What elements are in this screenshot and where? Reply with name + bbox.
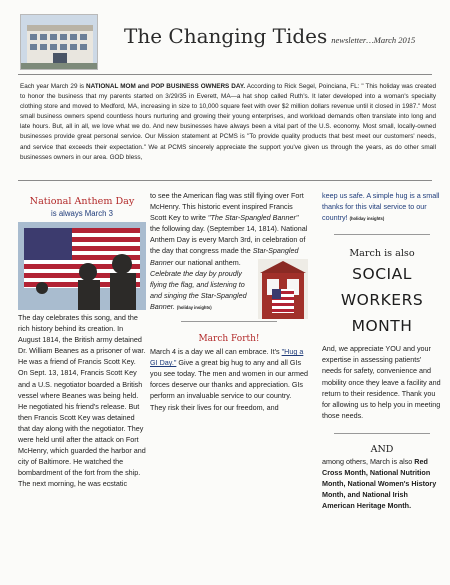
intro-bold: NATIONAL MOM and POP BUSINESS OWNERS DAY. xyxy=(86,83,246,90)
social-word: SOCIAL xyxy=(352,265,412,284)
hug-continued-text: keep us safe. A simple hug is a small thanks for this vital service to our country! (holiday insights) xyxy=(322,191,440,223)
anthem-column-2 xyxy=(150,190,308,585)
anthem-closing: Celebrate the day by proudly flying the flag, and listening to and singing the Star-Spangled Banner. xyxy=(150,268,247,311)
forth-text: March 4 is a day we all can embrace. It's "Hug a GI Day." Give a great big hug to any and all GIs you see today. The men and women in our armed forces deserve our thanks and appreciation. GIs perform an invaluable service to our country. They risk their lives for our freedom, and xyxy=(150,347,308,412)
intro-paragraph: Each year March 29 is NATIONAL MOM and POP BUSINESS OWNERS DAY. According to Rick Segel, Poinciana, FL: " This holiday was created to honor the business that my parents started on 3/29/35 in Everett, MA—a hat shop called Ruth's. It later developed into a woman's specialty clothing store and moved to Medford, MA, increasing in size to 10,000 square feet with over $2 million dollars revenue until it closed in 1987." Most small business owners spend countless hours nurturing and growing their young enterprises, and workload demands often translate into long and late hours. But, all in all, we love what we do. And new businesses have always been a vital part of the U.S. economy. Most small, locally-owned businesses provide great personal service. Our Mission statement at PCMS is "To provide quality products that best meet our customers' needs, and service that exceeds their expectation." We at PCMS sincerely appreciate the support you've given us through the years, as do other small businesses owners in our area. GOD bless, xyxy=(20,83,437,161)
header-divider xyxy=(18,74,432,75)
flag-icon xyxy=(18,222,146,310)
and-divider xyxy=(334,433,430,434)
anthem-text-col1: The day celebrates this song, and the rich history behind its creation. In August 1814, the British army detained Dr. William Beanes as a prisoner of war. He was a friend of Francis Scott Key. On Sept. 13, 1814, Francis Scott Key and a U.S. negotiator boarded a British vessel where Beanes was being held. He negotiated his friend's release. But then Francis Scott Key was detained that day along with the negotiator. They were held until after the attack on Fort McHenry, which guarded the harbor and city of Baltimore. He watched the bombardment of the fort from the ship. The next morning, he was ecstatic xyxy=(18,313,146,489)
social-workers-text: And, we appreciate YOU and your expertise in assessing patients' needs for safety, convenience and mobility once they leave a facility and return to their residence. Thank you for allowing us to help you in meeting those needs. xyxy=(322,344,441,420)
house-flag-icon xyxy=(258,259,308,319)
workers-word: WORKERS xyxy=(340,291,424,310)
march-also-heading: March is also xyxy=(349,248,415,260)
forth-divider xyxy=(181,321,277,322)
newsletter-subtitle: newsletter…March 2015 xyxy=(331,35,416,45)
house-flag-photo xyxy=(258,259,308,319)
and-heading: AND xyxy=(370,443,394,455)
building-photo xyxy=(20,14,98,70)
anthem-subheading: is always March 3 xyxy=(51,209,113,218)
hug-credit: (holiday insights) xyxy=(349,216,385,222)
song-title: "The Star-Spangled Banner" xyxy=(207,213,299,223)
anthem-text-col2: to see the American flag was still flying over Fort McHenry. This historic event inspired Francis Scott Key to write "The Star-Spangled Banner" the following day. (September 14, 1814). National Anthem Day is every March 3rd, in celebration of the day that congress made the Star-Spangled Banner our national anthem. Celebrate the day by proudly flying the flag, and listening to and singing the Star-Spangled Banner. (holiday insights) xyxy=(150,190,308,313)
anthem-credit: (holiday insights) xyxy=(176,304,212,310)
forth-heading: March Forth! xyxy=(198,334,260,345)
month-word: MONTH xyxy=(351,317,413,336)
flag-family-photo xyxy=(18,222,146,310)
masthead xyxy=(124,24,446,54)
hug-a-gi-link[interactable]: "Hug a GI Day." xyxy=(150,347,304,368)
building-icon xyxy=(21,15,98,70)
anthem-heading: National Anthem Day xyxy=(29,196,135,207)
intro-divider xyxy=(18,180,432,181)
other-months-text: among others, March is also Red Cross Month, National Nutrition Month, National Women's History Month, and National Irish American Heritage Month. xyxy=(322,456,437,511)
right-column xyxy=(322,190,442,585)
anthem-column-1 xyxy=(18,196,146,581)
newsletter-title: The Changing Tides xyxy=(124,24,328,48)
sw-divider xyxy=(334,234,430,235)
